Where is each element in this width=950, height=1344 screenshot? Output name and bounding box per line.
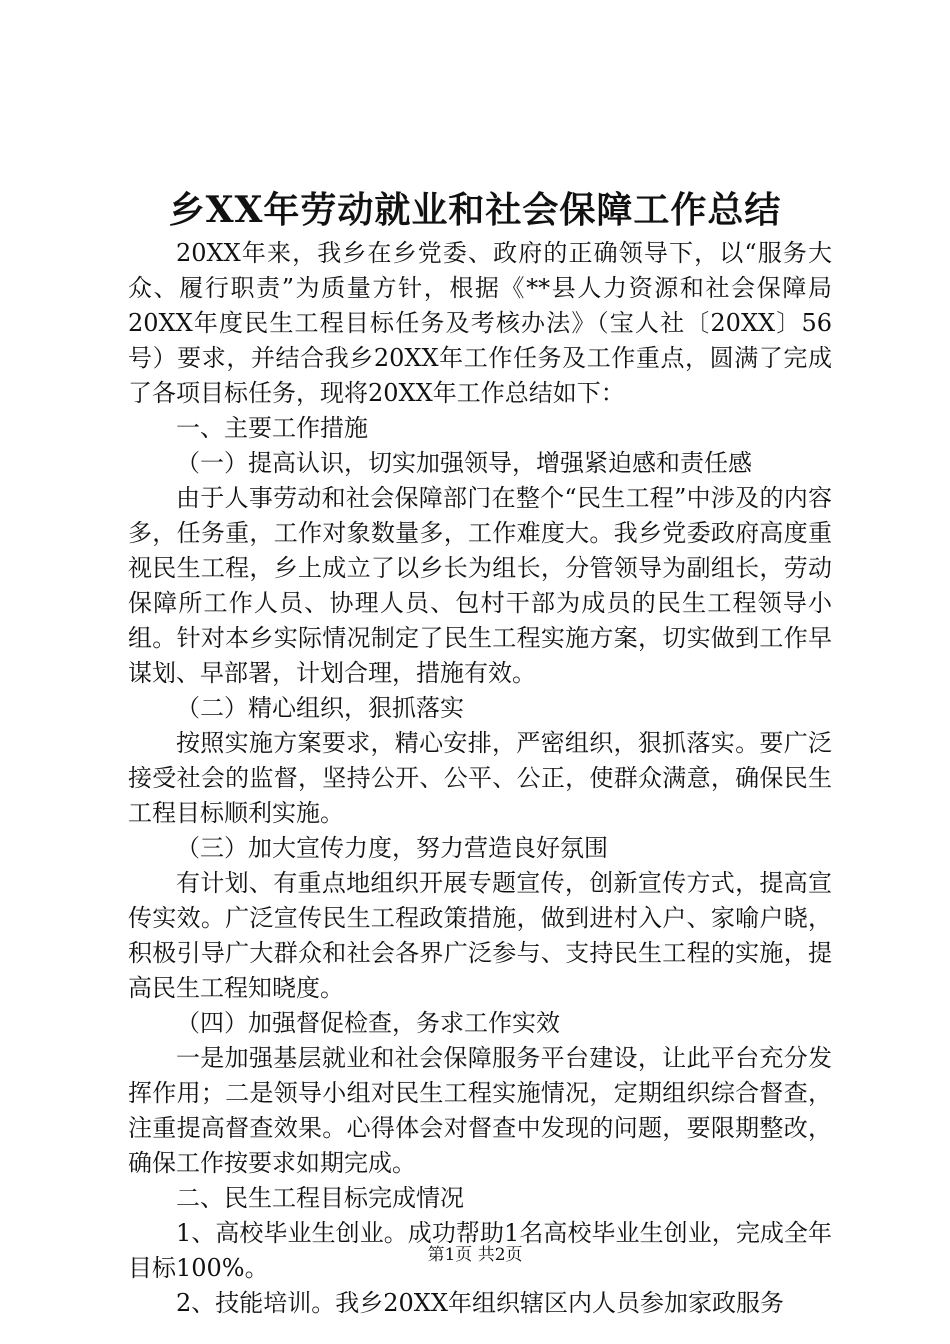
paragraph-target-2: 2、技能培训。我乡20XX年组织辖区内人员参加家政服务 bbox=[176, 1289, 784, 1317]
subheading-1: （一）提高认识，切实加强领导，增强紧迫感和责任感 bbox=[176, 449, 752, 477]
subheading-3: （三）加大宣传力度，努力营造良好氛围 bbox=[176, 834, 608, 862]
paragraph-target-1: 1、高校毕业生创业。成功帮助1名高校毕业生创业，完成全年目标100%。 bbox=[128, 1219, 832, 1282]
subheading-4: （四）加强督促检查，务求工作实效 bbox=[176, 1009, 560, 1037]
paragraph-1: 由于人事劳动和社会保障部门在整个“民生工程”中涉及的内容多，任务重，工作对象数量多，工作难度大。我乡党委政府高度重视民生工程，乡上成立了以乡长为组长，分管领导为副组长，劳动保障所工作人员、协理人员、包村干部为成员的民生工程领导小组。针对本乡实际情况制定了民生工程实施方案，切实做到工作早谋划、早部署，计划合理，措施有效。 bbox=[128, 484, 832, 687]
paragraph-3: 有计划、有重点地组织开展专题宣传，创新宣传方式，提高宣传实效。广泛宣传民生工程政策措施，做到进村入户、家喻户晓，积极引导广大群众和社会各界广泛参与、支持民生工程的实施，提高民生工程知晓度。 bbox=[128, 869, 832, 1002]
section-heading-measures: 一、主要工作措施 bbox=[176, 414, 368, 442]
document-body bbox=[128, 236, 832, 1321]
document-title: 乡XX年劳动就业和社会保障工作总结 bbox=[168, 189, 782, 231]
intro-paragraph: 20XX年来，我乡在乡党委、政府的正确领导下，以“服务大众、履行职责”为质量方针，根据《**县人力资源和社会保障局20XX年度民生工程目标任务及考核办法》（宝人社〔20XX〕56号）要求，并结合我乡20XX年工作任务及工作重点，圆满了完成了各项目标任务，现将20XX年工作总结如下： bbox=[128, 239, 832, 407]
paragraph-4: 一是加强基层就业和社会保障服务平台建设，让此平台充分发挥作用；二是领导小组对民生工程实施情况，定期组织综合督查，注重提高督查效果。心得体会对督查中发现的问题，要限期整改，确保工作按要求如期完成。 bbox=[128, 1044, 832, 1177]
page-footer: 第1页 共2页 bbox=[427, 1245, 523, 1265]
subheading-2: （二）精心组织，狠抓落实 bbox=[176, 694, 464, 722]
paragraph-2: 按照实施方案要求，精心安排，严密组织，狠抓落实。要广泛接受社会的监督，坚持公开、公平、公正，使群众满意，确保民生工程目标顺利实施。 bbox=[128, 729, 832, 827]
section-heading-targets: 二、民生工程目标完成情况 bbox=[176, 1184, 464, 1212]
